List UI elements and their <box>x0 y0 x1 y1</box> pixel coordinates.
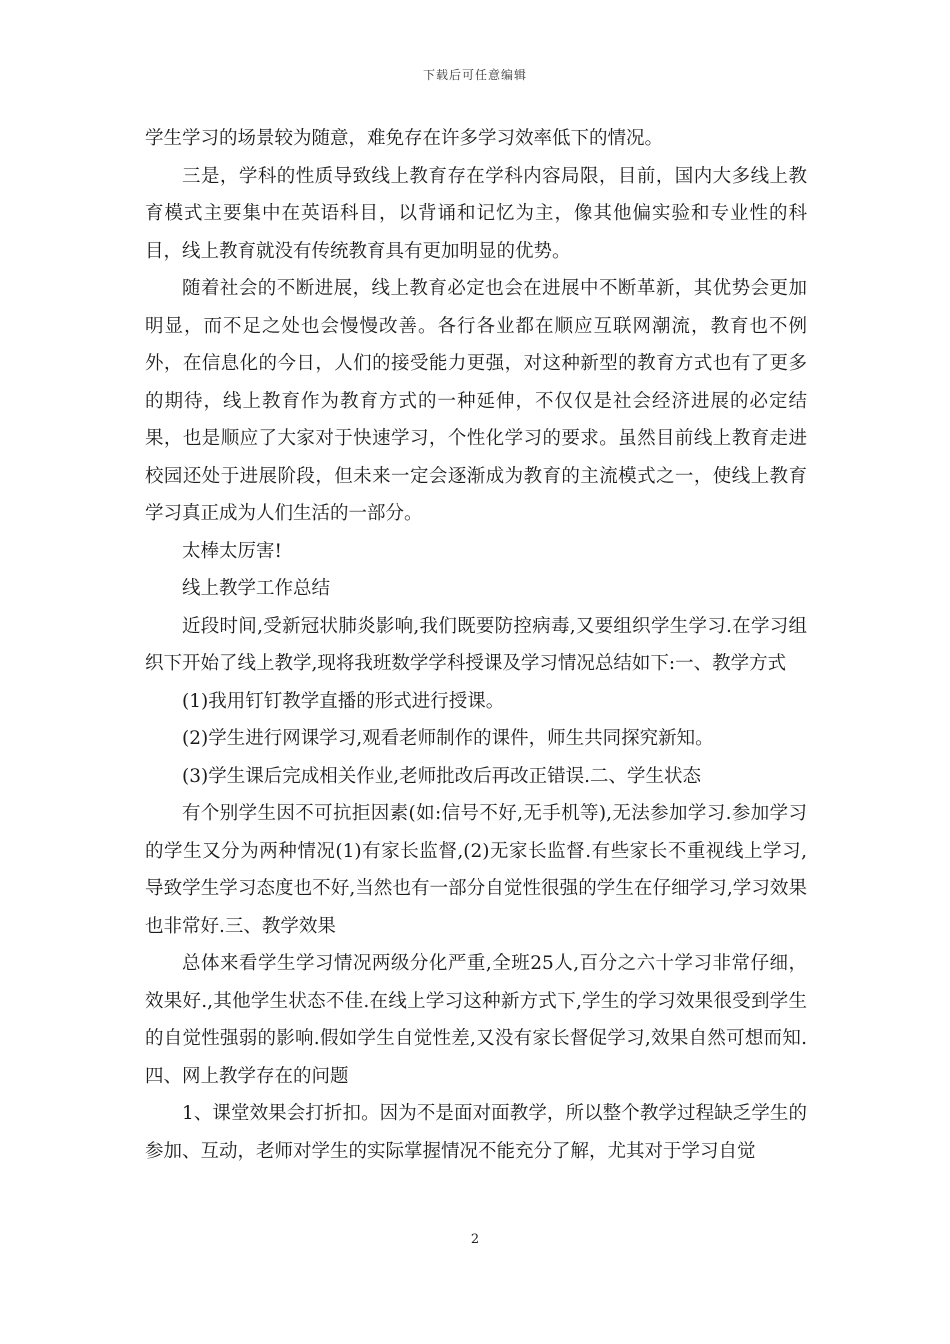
paragraph-problems: 1、课堂效果会打折扣。因为不是面对面教学，所以整个教学过程缺乏学生的参加、互动，老师对学生的实际掌握情况不能充分了解，尤其对于学习自觉 <box>145 1103 807 1162</box>
list-item-2: (2)学生进行网课学习,观看老师制作的课件，师生共同探究新知。 <box>182 728 714 749</box>
list-item-1: (1)我用钉钉教学直播的形式进行授课。 <box>182 690 505 712</box>
paragraph-student-status: 有个别学生因不可抗拒因素(如:信号不好,无手机等),无法参加学习.参加学习的学生又分为两种情况(1)有家长监督,(2)无家长监督.有些家长不重视线上学习,导致学生学习态度也不好,当然也有一部分自觉性很强的学生在仔细学习,学习效果也非常好.三、教学效果 <box>145 803 807 937</box>
page-header: 下载后可任意编辑 <box>422 68 527 82</box>
paragraph-subject-limits: 三是，学科的性质导致线上教育存在学科内容局限，目前，国内大多线上教育模式主要集中在英语科目，以背诵和记忆为主，像其他偏实验和专业性的科目，线上教育就没有传统教育具有更加明显的优势。 <box>145 165 807 262</box>
page-number: 2 <box>470 1232 480 1247</box>
paragraph-intro: 近段时间,受新冠状肺炎影响,我们既要防控病毒,又要组织学生学习.在学习组织下开始了线上教学,现将我班数学学科授课及学习情况总结如下:一、教学方式 <box>145 615 807 674</box>
paragraph-exclamation: 太棒太厉害! <box>182 540 282 562</box>
list-item-3: (3)学生课后完成相关作业,老师批改后再改正错误.二、学生状态 <box>182 765 701 787</box>
paragraph-continuation: 学生学习的场景较为随意，难免存在许多学习效率低下的情况。 <box>145 128 664 149</box>
document-body <box>145 120 807 1170</box>
paragraph-teaching-effect: 总体来看学生学习情况两级分化严重,全班25人,百分之六十学习非常仔细，效果好.,其他学生状态不佳.在线上学习这种新方式下,学生的学习效果很受到学生的自觉性强弱的影响.假如学生自觉性差,又没有家长督促学习,效果自然可想而知.四、网上教学存在的问题 <box>145 953 807 1087</box>
paragraph-outlook: 随着社会的不断进展，线上教育必定也会在进展中不断革新，其优势会更加明显，而不足之处也会慢慢改善。各行各业都在顺应互联网潮流，教育也不例外，在信息化的今日，人们的接受能力更强，对这种新型的教育方式也有了更多的期待，线上教育作为教育方式的一种延伸，不仅仅是社会经济进展的必定结果，也是顺应了大家对于快速学习，个性化学习的要求。虽然目前线上教育走进校园还处于进展阶段，但未来一定会逐渐成为教育的主流模式之一，使线上教育学习真正成为人们生活的一部分。 <box>145 278 807 524</box>
section-title: 线上教学工作总结 <box>182 578 331 599</box>
